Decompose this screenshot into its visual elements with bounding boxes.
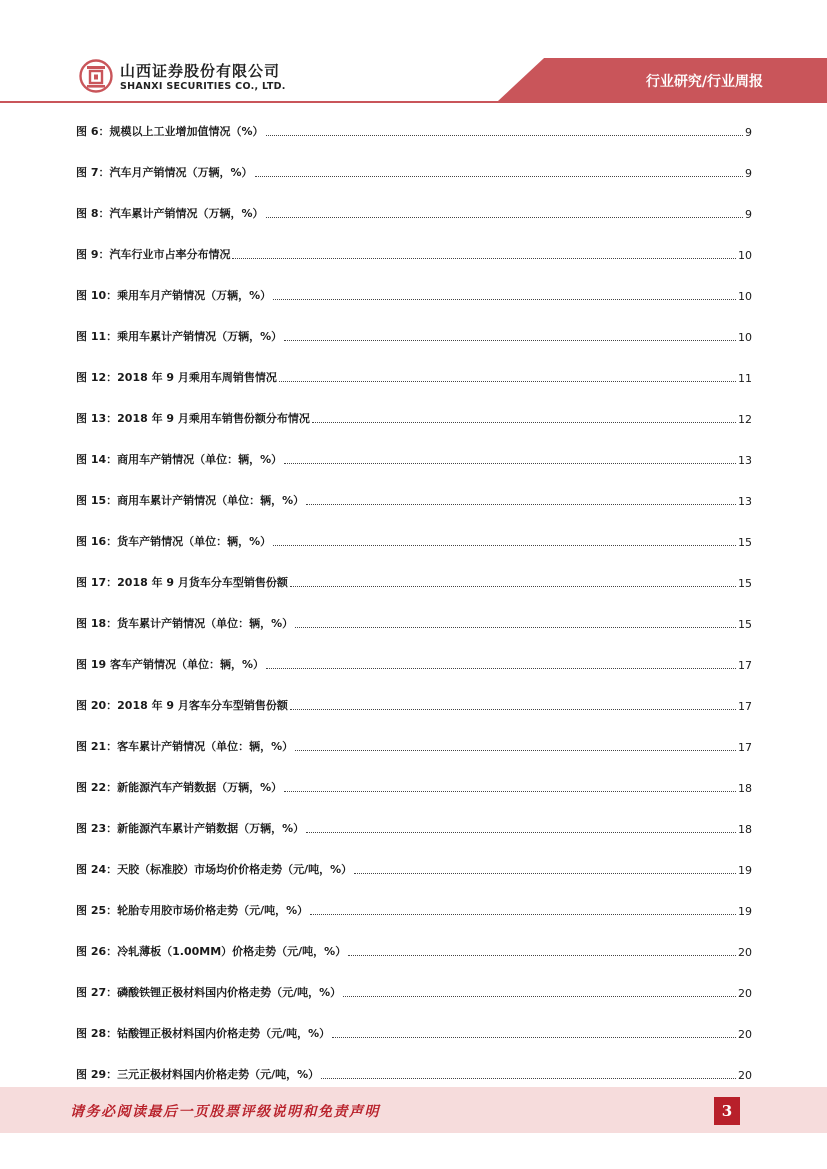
toc-entry[interactable]: [76, 149, 752, 190]
toc-leader-dots: [354, 872, 736, 874]
toc-leader-dots: [312, 421, 736, 423]
toc-entry-title: 图 19 客车产销情况（单位：辆，%）: [76, 658, 264, 671]
toc-entry-page: 18: [738, 823, 752, 836]
toc-entry[interactable]: [76, 436, 752, 477]
toc-entry-page: 9: [745, 167, 752, 180]
toc-entry[interactable]: [76, 395, 752, 436]
toc-entry[interactable]: [76, 805, 752, 846]
toc-entry-page: 12: [738, 413, 752, 426]
toc-leader-dots: [279, 380, 736, 382]
toc-entry[interactable]: [76, 1051, 752, 1092]
toc-entry-page: 18: [738, 782, 752, 795]
toc-entry-page: 17: [738, 700, 752, 713]
toc-entry-page: 15: [738, 577, 752, 590]
toc-entry-title: 图 29：三元正极材料国内价格走势（元/吨，%）: [76, 1068, 320, 1081]
toc-entry-page: 17: [738, 659, 752, 672]
toc-entry[interactable]: [76, 354, 752, 395]
toc-entry-title: 图 25：轮胎专用胶市场价格走势（元/吨，%）: [76, 904, 309, 917]
toc-entry-title: 图 13：2018 年 9 月乘用车销售份额分布情况: [76, 412, 310, 425]
toc-entry[interactable]: [76, 518, 752, 559]
toc-entry-title: 图 14：商用车产销情况（单位：辆，%）: [76, 453, 283, 466]
toc-entry-page: 13: [738, 454, 752, 467]
toc-entry-title: 图 20：2018 年 9 月客车分车型销售份额: [76, 699, 288, 712]
toc-leader-dots: [306, 503, 736, 505]
toc-leader-dots: [343, 995, 736, 997]
toc-leader-dots: [290, 585, 736, 587]
toc-entry-page: 20: [738, 1028, 752, 1041]
toc-entry-page: 10: [738, 290, 752, 303]
toc-entry-title: 图 28：钴酸锂正极材料国内价格走势（元/吨，%）: [76, 1027, 331, 1040]
section-label: 行业研究/行业周报: [645, 74, 763, 90]
toc-entry[interactable]: [76, 231, 752, 272]
toc-entry-title: 图 6：规模以上工业增加值情况（%）: [76, 125, 264, 138]
toc-entry-title: 图 15：商用车累计产销情况（单位：辆，%）: [76, 494, 305, 507]
toc-leader-dots: [284, 339, 736, 341]
toc-entry-page: 10: [738, 331, 752, 344]
toc-leader-dots: [332, 1036, 736, 1038]
toc-entry-title: 图 16：货车产销情况（单位：辆，%）: [76, 535, 272, 548]
toc-entry-title: 图 10：乘用车月产销情况（万辆，%）: [76, 289, 272, 302]
toc-leader-dots: [266, 216, 743, 218]
toc-entry-page: 15: [738, 536, 752, 549]
toc-entry-title: 图 24：天胶（标准胶）市场均价价格走势（元/吨，%）: [76, 863, 353, 876]
company-name-cn: 山西证券股份有限公司: [120, 62, 281, 80]
toc-entry-title: 图 26：冷轧薄板（1.00MM）价格走势（元/吨，%）: [76, 945, 347, 958]
toc-entry-page: 10: [738, 249, 752, 262]
toc-leader-dots: [310, 913, 736, 915]
toc-entry[interactable]: [76, 723, 752, 764]
toc-entry-page: 9: [745, 208, 752, 221]
toc-entry[interactable]: [76, 190, 752, 231]
toc-entry-title: 图 21：客车累计产销情况（单位：辆，%）: [76, 740, 294, 753]
toc-entry[interactable]: [76, 764, 752, 805]
toc-leader-dots: [306, 831, 736, 833]
toc-entry[interactable]: [76, 682, 752, 723]
toc-entry-title: 图 22：新能源汽车产销数据（万辆，%）: [76, 781, 283, 794]
toc-entry-title: 图 23：新能源汽车累计产销数据（万辆，%）: [76, 822, 305, 835]
toc-leader-dots: [295, 626, 736, 628]
toc-entry-title: 图 17：2018 年 9 月货车分车型销售份额: [76, 576, 288, 589]
toc-entry[interactable]: [76, 928, 752, 969]
toc-entry[interactable]: [76, 313, 752, 354]
toc-leader-dots: [295, 749, 736, 751]
toc-entry[interactable]: [76, 846, 752, 887]
toc-entry-page: 20: [738, 1069, 752, 1082]
toc-entry-page: 11: [738, 372, 752, 385]
toc-entry-title: 图 18：货车累计产销情况（单位：辆，%）: [76, 617, 294, 630]
toc-entry-title: 图 7：汽车月产销情况（万辆，%）: [76, 166, 253, 179]
company-name-en: SHANXI SECURITIES CO., LTD.: [120, 81, 286, 92]
toc-leader-dots: [273, 298, 736, 300]
toc-entry[interactable]: [76, 108, 752, 149]
toc-leader-dots: [232, 257, 736, 259]
toc-leader-dots: [290, 708, 736, 710]
toc-entry-title: 图 12：2018 年 9 月乘用车周销售情况: [76, 371, 277, 384]
toc-leader-dots: [321, 1077, 736, 1079]
toc-entry-page: 20: [738, 946, 752, 959]
toc-leader-dots: [273, 544, 736, 546]
toc-entry-page: 17: [738, 741, 752, 754]
toc-entry-title: 图 11：乘用车累计产销情况（万辆，%）: [76, 330, 283, 343]
toc-entry-page: 13: [738, 495, 752, 508]
toc-leader-dots: [284, 462, 736, 464]
figure-index-list: [76, 108, 752, 1092]
toc-entry-page: 15: [738, 618, 752, 631]
shanxi-securities-logo: [79, 59, 113, 93]
toc-entry[interactable]: [76, 559, 752, 600]
toc-entry-title: 图 9：汽车行业市占率分布情况: [76, 248, 231, 261]
toc-entry[interactable]: [76, 887, 752, 928]
toc-entry[interactable]: [76, 272, 752, 313]
toc-entry[interactable]: [76, 641, 752, 682]
toc-leader-dots: [255, 175, 743, 177]
page-header: [0, 0, 827, 102]
toc-entry-page: 9: [745, 126, 752, 139]
toc-entry[interactable]: [76, 477, 752, 518]
page-number: 3: [714, 1097, 740, 1125]
toc-entry-page: 19: [738, 864, 752, 877]
toc-leader-dots: [284, 790, 736, 792]
toc-entry-page: 20: [738, 987, 752, 1000]
disclaimer-notice: 请务必阅读最后一页股票评级说明和免责声明: [70, 1104, 380, 1120]
toc-entry-title: 图 8：汽车累计产销情况（万辆，%）: [76, 207, 264, 220]
toc-entry[interactable]: [76, 600, 752, 641]
toc-leader-dots: [266, 667, 736, 669]
toc-entry-title: 图 27：磷酸铁锂正极材料国内价格走势（元/吨，%）: [76, 986, 342, 999]
toc-entry-page: 19: [738, 905, 752, 918]
toc-leader-dots: [348, 954, 736, 956]
header-divider: [0, 101, 827, 103]
toc-entry[interactable]: [76, 1010, 752, 1051]
toc-entry[interactable]: [76, 969, 752, 1010]
toc-leader-dots: [266, 134, 743, 136]
